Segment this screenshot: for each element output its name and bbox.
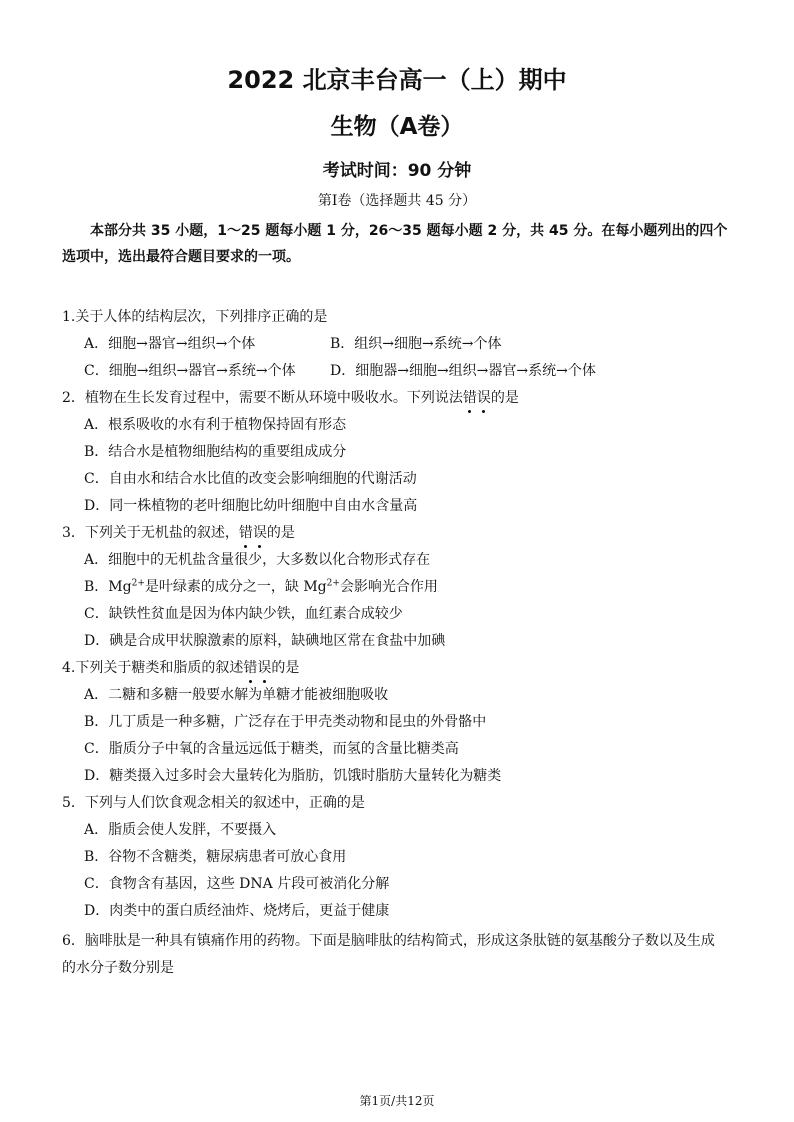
question-3-stem bbox=[62, 523, 295, 543]
emphasis-char: 错 bbox=[238, 525, 253, 541]
question-2-stem-end: 的是 bbox=[490, 390, 519, 406]
question-5-option-c: C．食物含有基因，这些 DNA 片段可被消化分解 bbox=[84, 876, 390, 892]
emphasis-char: 误 bbox=[476, 390, 491, 406]
question-5-option-b: B．谷物不含糖类，糖尿病患者可放心食用 bbox=[84, 849, 347, 865]
superscript: 2+ bbox=[326, 578, 340, 589]
superscript: 2+ bbox=[131, 578, 145, 589]
emphasis-char: 错 bbox=[462, 390, 477, 406]
question-4-option-c: C．脂质分子中氧的含量远远低于糖类，而氢的含量比糖类高 bbox=[84, 741, 459, 757]
emphasis-char: 误 bbox=[257, 660, 272, 676]
page-number: 第1页/共12页 bbox=[359, 1094, 435, 1108]
question-1-option-c: C．细胞→组织→器官→系统→个体 bbox=[84, 363, 296, 379]
question-1-option-d: D．细胞器→细胞→组织→器官→系统→个体 bbox=[330, 363, 596, 379]
question-3-stem-end: 的是 bbox=[266, 525, 295, 541]
question-2-option-d: D．同一株植物的老叶细胞比幼叶细胞中自由水含量高 bbox=[84, 498, 418, 514]
question-3-option-c: C．缺铁性贫血是因为体内缺少铁，血红素合成较少 bbox=[84, 606, 403, 622]
question-2-stem-text: 2．植物在生长发育过程中，需要不断从环境中吸收水。下列说法 bbox=[62, 390, 463, 406]
question-2-option-a: A．根系吸收的水有利于植物保持固有形态 bbox=[84, 417, 347, 433]
question-4-option-d: D．糖类摄入过多时会大量转化为脂肪，饥饿时脂肪大量转化为糖类 bbox=[84, 768, 502, 784]
question-1-option-b: B．组织→细胞→系统→个体 bbox=[330, 336, 502, 352]
question-5-stem: 5．下列与人们饮食观念相关的叙述中，正确的是 bbox=[62, 795, 365, 811]
question-2-option-c: C．自由水和结合水比值的改变会影响细胞的代谢活动 bbox=[84, 471, 417, 487]
question-1-stem: 1.关于人体的结构层次，下列排序正确的是 bbox=[62, 309, 328, 325]
question-1-option-a: A．细胞→器官→组织→个体 bbox=[84, 336, 256, 352]
question-2-stem bbox=[62, 388, 519, 408]
question-4-option-b: B．几丁质是一种多糖，广泛存在于甲壳类动物和昆虫的外骨骼中 bbox=[84, 714, 487, 730]
question-4-stem-end: 的是 bbox=[271, 660, 300, 676]
question-4-stem bbox=[62, 658, 299, 678]
question-4-option-a: A．二糖和多糖一般要水解为单糖才能被细胞吸收 bbox=[84, 687, 389, 703]
question-5-option-a: A．脂质会使人发胖，不要摄入 bbox=[84, 822, 277, 838]
question-6-stem-line-1: 6．脑啡肽是一种具有镇痛作用的药物。下面是脑啡肽的结构简式，形成这条肽链的氨基酸分子数以及生成 bbox=[62, 933, 715, 949]
question-3-option-b bbox=[84, 577, 438, 597]
option-b-text: 是叶绿素的成分之一，缺 Mg bbox=[144, 579, 327, 595]
question-4-stem-text: 4.下列关于糖类和脂质的叙述 bbox=[62, 660, 244, 676]
exam-time: 考试时间：90 分钟 bbox=[322, 161, 472, 181]
question-2-option-b: B．结合水是植物细胞结构的重要组成成分 bbox=[84, 444, 347, 460]
question-3-stem-text: 3．下列关于无机盐的叙述， bbox=[62, 525, 239, 541]
exam-subject: 生物（A卷） bbox=[330, 114, 464, 140]
question-3-option-d: D．碘是合成甲状腺激素的原料，缺碘地区常在食盐中加碘 bbox=[84, 633, 446, 649]
exam-title: 2022 北京丰台高一（上）期中 bbox=[227, 66, 567, 94]
question-3-option-a: A．细胞中的无机盐含量很少，大多数以化合物形式存在 bbox=[84, 552, 431, 568]
question-5-option-d: D．肉类中的蛋白质经油炸、烧烤后，更益于健康 bbox=[84, 903, 390, 919]
option-b-text: B．Mg bbox=[84, 579, 132, 595]
emphasis-char: 错 bbox=[243, 660, 258, 676]
question-6-stem-line-2: 的水分子数分别是 bbox=[62, 960, 174, 976]
section-instructions: 本部分共 35 小题，1～25 题每小题 1 分，26～35 题每小题 2 分，共 45 分。在每小题列出的四个选项中，选出最符合题目要求的一项。 bbox=[62, 223, 728, 265]
option-b-text: 会影响光合作用 bbox=[339, 579, 438, 595]
section-heading: 第Ⅰ卷（选择题共 45 分） bbox=[317, 193, 477, 209]
emphasis-char: 误 bbox=[252, 525, 267, 541]
